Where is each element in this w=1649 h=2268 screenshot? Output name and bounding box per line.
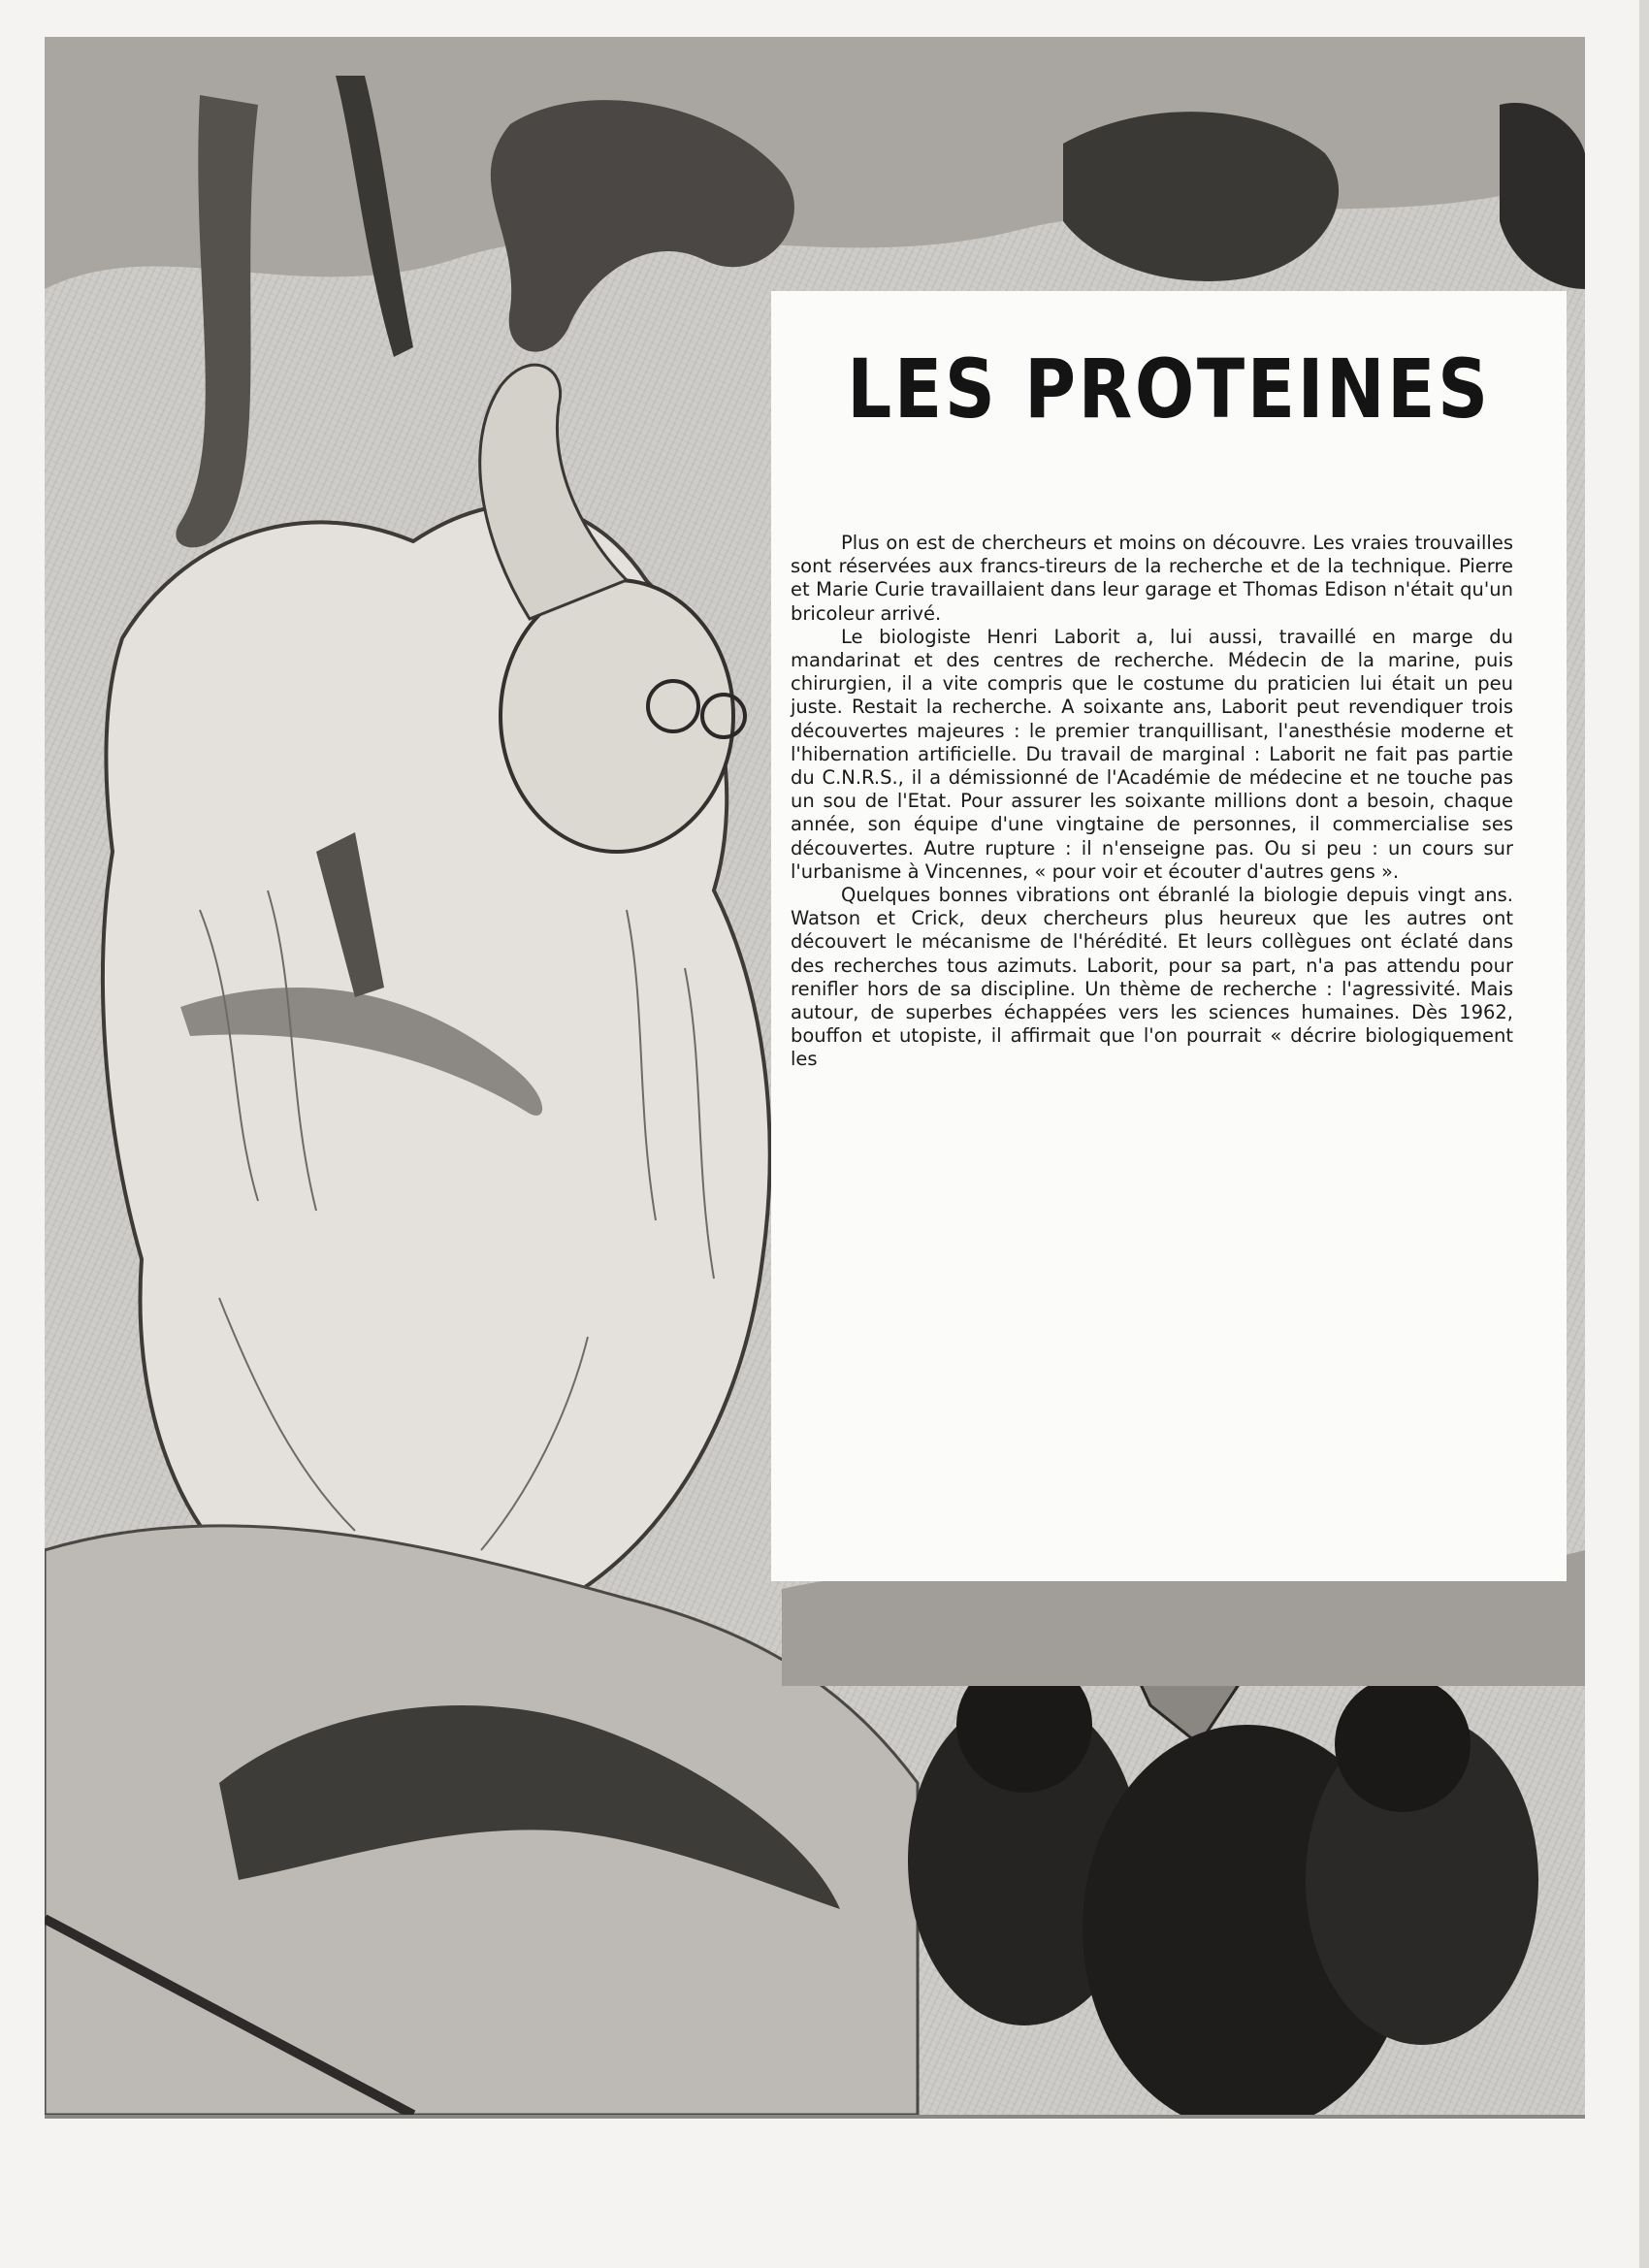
illustration-bottom-edge — [45, 2115, 1585, 2119]
article-text-panel — [771, 291, 1567, 1581]
article-paragraph: Quelques bonnes vibrations ont ébranlé la biologie depuis vingt ans. Watson et Crick, deux chercheurs plus heureux que les autres ont découvert le mécanisme de l'hérédité. Et leurs collègues ont éclaté dans des recherches tous azimuts. Laborit, pour sa part, n'a pas attendu pour renifler hors de sa discipline. Un thème de recherche : l'agressivité. Mais autour, de superbes échappées vers les sciences humaines. Dès 1962, bouffon et utopiste, il affirmait que l'on pourrait « décrire biologiquement les — [791, 884, 1513, 1071]
article-headline: LES PROTEINES — [847, 341, 1491, 437]
article-body — [791, 532, 1513, 1072]
article-paragraph: Le biologiste Henri Laborit a, lui aussi, travaillé en marge du mandarinat et des centres de recherche. Médecin de la marine, puis chirurgien, il a vite compris que le costume du praticien lui était un peu juste. Restait la recherche. A soixante ans, Laborit peut revendiquer trois découvertes majeures : le premier tranquillisant, l'anesthésie moderne et l'hibernation artificielle. Du travail de marginal : Laborit ne fait pas partie du C.N.R.S., il a démissionné de l'Académie de médecine et ne touche pas un sou de l'Etat. Pour assurer les soixante millions dont a besoin, chaque année, son équipe d'une vingtaine de personnes, il commercialise ses découvertes. Autre rupture : il n'enseigne pas. Ou si peu : un cours sur l'urbanisme à Vincennes, « pour voir et écouter d'autres gens ». — [791, 625, 1513, 883]
article-paragraph: Plus on est de chercheurs et moins on découvre. Les vraies trouvailles sont réservées aux francs-tireurs de la recherche et de la technique. Pierre et Marie Curie travaillaient dans leur garage et Thomas Edison n'était qu'un bricoleur arrivé. — [791, 532, 1513, 625]
